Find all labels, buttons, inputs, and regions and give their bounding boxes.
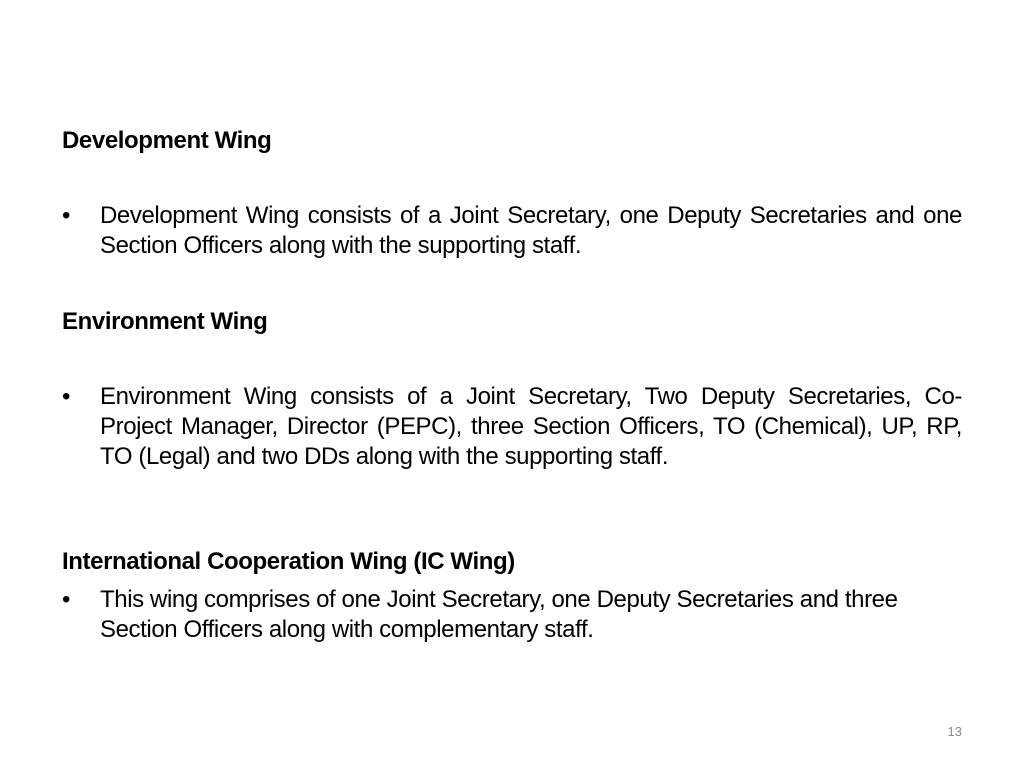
bullet-item-ic-wing	[62, 585, 952, 645]
bullet-icon: •	[62, 202, 71, 229]
bullet-item-development-wing	[62, 201, 962, 261]
bullet-text: Development Wing consists of a Joint Secretary, one Deputy Secretaries and one Section Officers along with the supporting staff.	[100, 202, 962, 259]
bullet-icon: •	[62, 586, 71, 613]
bullet-text: Environment Wing consists of a Joint Secretary, Two Deputy Secretaries, Co-Project Manager, Director (PEPC), three Section Officers, TO (Chemical), UP, RP, TO (Legal) and two DDs along with the supporting staff.	[100, 383, 962, 470]
page-number: 13	[947, 724, 962, 739]
section-heading-development-wing: Development Wing	[62, 127, 272, 154]
bullet-item-environment-wing	[62, 382, 962, 472]
bullet-text: This wing comprises of one Joint Secretary, one Deputy Secretaries and three Section Officers along with complementary staff.	[100, 586, 898, 643]
bullet-icon: •	[62, 383, 71, 410]
section-heading-ic-wing: International Cooperation Wing (IC Wing)	[62, 548, 515, 575]
section-heading-environment-wing: Environment Wing	[62, 308, 268, 335]
